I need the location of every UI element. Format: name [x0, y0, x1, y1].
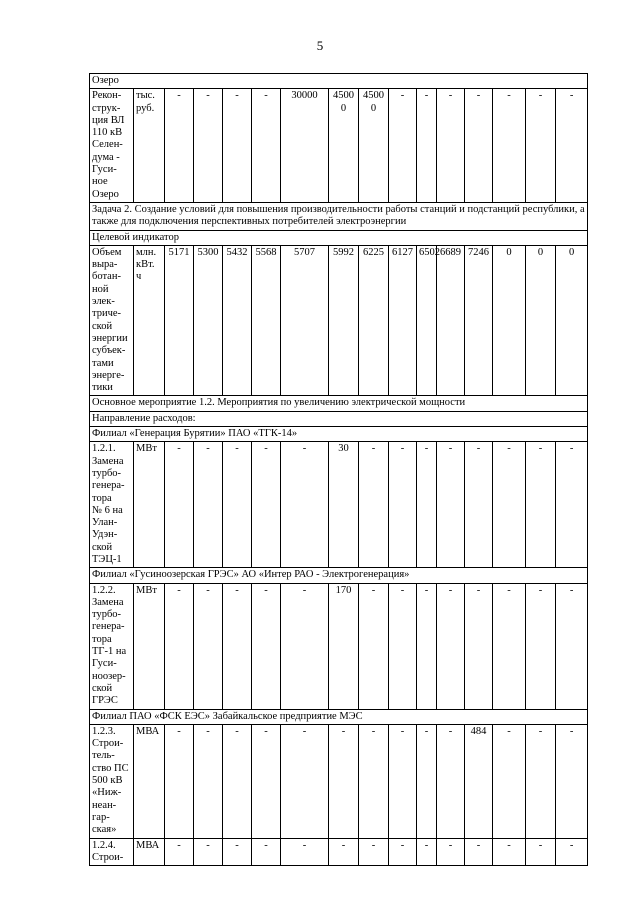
- measure-name-cell: 1.2.4. Строи-: [90, 838, 134, 866]
- section-heading: Основное мероприятие 1.2. Мероприятия по увеличению электрической мощности: [90, 396, 588, 411]
- section-heading: Задача 2. Создание условий для повышения производительности работы станций и подстанций республики, а также для подключения перспективных потребителей электроэнергии: [90, 202, 588, 230]
- value-cell: -: [437, 442, 465, 568]
- table-row: [90, 838, 588, 866]
- section-heading: Целевой индикатор: [90, 230, 588, 245]
- unit-cell: МВт: [134, 583, 165, 709]
- table-row: [90, 583, 588, 709]
- table-row: [90, 396, 588, 411]
- table-row: [90, 709, 588, 724]
- value-cell: 5707: [281, 245, 329, 396]
- value-cell: 4500 0: [329, 89, 359, 203]
- table-row: [90, 568, 588, 583]
- value-cell: -: [223, 442, 252, 568]
- value-cell: -: [252, 583, 281, 709]
- value-cell: -: [526, 442, 556, 568]
- section-heading: Филиал «Генерация Бурятии» ПАО «ТГК-14»: [90, 427, 588, 442]
- value-cell: -: [252, 89, 281, 203]
- value-cell: -: [165, 89, 194, 203]
- value-cell: -: [165, 838, 194, 866]
- value-cell: -: [526, 724, 556, 838]
- value-cell: 5300: [194, 245, 223, 396]
- value-cell: -: [165, 583, 194, 709]
- value-cell: -: [281, 583, 329, 709]
- unit-cell: МВт: [134, 442, 165, 568]
- value-cell: -: [329, 838, 359, 866]
- value-cell: -: [252, 838, 281, 866]
- value-cell: -: [556, 89, 588, 203]
- value-cell: -: [493, 838, 526, 866]
- value-cell: -: [437, 724, 465, 838]
- value-cell: -: [281, 724, 329, 838]
- value-cell: -: [465, 838, 493, 866]
- value-cell: -: [329, 724, 359, 838]
- measure-name-cell: Объем выра- ботан- ной элек- триче- ской энергии субъек- тами энерге- тики: [90, 245, 134, 396]
- value-cell: -: [437, 89, 465, 203]
- table-row: [90, 724, 588, 838]
- value-cell: 6689: [437, 245, 465, 396]
- value-cell: -: [359, 724, 389, 838]
- value-cell: -: [223, 724, 252, 838]
- value-cell: -: [389, 724, 417, 838]
- value-cell: -: [493, 724, 526, 838]
- section-heading: Филиал ПАО «ФСК ЕЭС» Забайкальское предприятие МЭС: [90, 709, 588, 724]
- measure-name-cell: Рекон- струк- ция ВЛ 110 кВ Селен- дума - Гуси- ное Озеро: [90, 89, 134, 203]
- value-cell: -: [437, 838, 465, 866]
- value-cell: 30: [329, 442, 359, 568]
- value-cell: 4500 0: [359, 89, 389, 203]
- table-row: [90, 230, 588, 245]
- value-cell: 5568: [252, 245, 281, 396]
- section-heading: Филиал «Гусиноозерская ГРЭС» АО «Интер РАО - Электрогенерация»: [90, 568, 588, 583]
- value-cell: 5171: [165, 245, 194, 396]
- table-row: [90, 74, 588, 89]
- table-row: [90, 411, 588, 426]
- value-cell: 0: [556, 245, 588, 396]
- value-cell: 7246: [465, 245, 493, 396]
- value-cell: -: [389, 442, 417, 568]
- value-cell: 5992: [329, 245, 359, 396]
- value-cell: -: [556, 724, 588, 838]
- section-heading: Озеро: [90, 74, 588, 89]
- unit-cell: тыс. руб.: [134, 89, 165, 203]
- value-cell: -: [223, 838, 252, 866]
- value-cell: -: [165, 442, 194, 568]
- value-cell: -: [389, 89, 417, 203]
- value-cell: -: [556, 583, 588, 709]
- value-cell: -: [465, 583, 493, 709]
- value-cell: -: [417, 724, 437, 838]
- value-cell: -: [252, 724, 281, 838]
- table-row: [90, 442, 588, 568]
- value-cell: -: [194, 583, 223, 709]
- table-row: [90, 202, 588, 230]
- value-cell: -: [389, 583, 417, 709]
- value-cell: -: [526, 583, 556, 709]
- value-cell: -: [389, 838, 417, 866]
- value-cell: -: [556, 442, 588, 568]
- unit-cell: МВА: [134, 838, 165, 866]
- section-heading: Направление расходов:: [90, 411, 588, 426]
- table-row: [90, 89, 588, 203]
- value-cell: -: [493, 442, 526, 568]
- value-cell: -: [281, 442, 329, 568]
- value-cell: 30000: [281, 89, 329, 203]
- value-cell: 0: [493, 245, 526, 396]
- value-cell: -: [493, 583, 526, 709]
- value-cell: -: [223, 583, 252, 709]
- measure-name-cell: 1.2.2. Замена турбо- генера- тора ТГ-1 на Гуси- ноозер- ской ГРЭС: [90, 583, 134, 709]
- value-cell: -: [417, 89, 437, 203]
- value-cell: -: [359, 838, 389, 866]
- value-cell: -: [437, 583, 465, 709]
- value-cell: -: [493, 89, 526, 203]
- value-cell: -: [194, 838, 223, 866]
- unit-cell: млн. кВт. ч: [134, 245, 165, 396]
- value-cell: -: [359, 583, 389, 709]
- value-cell: -: [223, 89, 252, 203]
- value-cell: -: [194, 442, 223, 568]
- measures-table: [89, 73, 588, 866]
- unit-cell: МВА: [134, 724, 165, 838]
- value-cell: -: [281, 838, 329, 866]
- value-cell: 484: [465, 724, 493, 838]
- measure-name-cell: 1.2.1. Замена турбо- генера- тора № 6 на Улан- Удэн- ской ТЭЦ-1: [90, 442, 134, 568]
- value-cell: -: [359, 442, 389, 568]
- value-cell: -: [194, 89, 223, 203]
- value-cell: -: [465, 442, 493, 568]
- value-cell: -: [165, 724, 194, 838]
- value-cell: -: [556, 838, 588, 866]
- page-number: 5: [316, 38, 324, 53]
- value-cell: -: [526, 838, 556, 866]
- table-row: [90, 427, 588, 442]
- value-cell: -: [465, 89, 493, 203]
- value-cell: 0: [526, 245, 556, 396]
- value-cell: -: [252, 442, 281, 568]
- measure-name-cell: 1.2.3. Строи- тель- ство ПС 500 кВ «Ниж- неан- гар- ская»: [90, 724, 134, 838]
- value-cell: 6127: [389, 245, 417, 396]
- value-cell: 170: [329, 583, 359, 709]
- value-cell: -: [526, 89, 556, 203]
- value-cell: -: [417, 838, 437, 866]
- value-cell: 6225: [359, 245, 389, 396]
- value-cell: 5432: [223, 245, 252, 396]
- table-row: [90, 245, 588, 396]
- value-cell: -: [417, 583, 437, 709]
- value-cell: -: [417, 442, 437, 568]
- value-cell: 6502: [417, 245, 437, 396]
- value-cell: -: [194, 724, 223, 838]
